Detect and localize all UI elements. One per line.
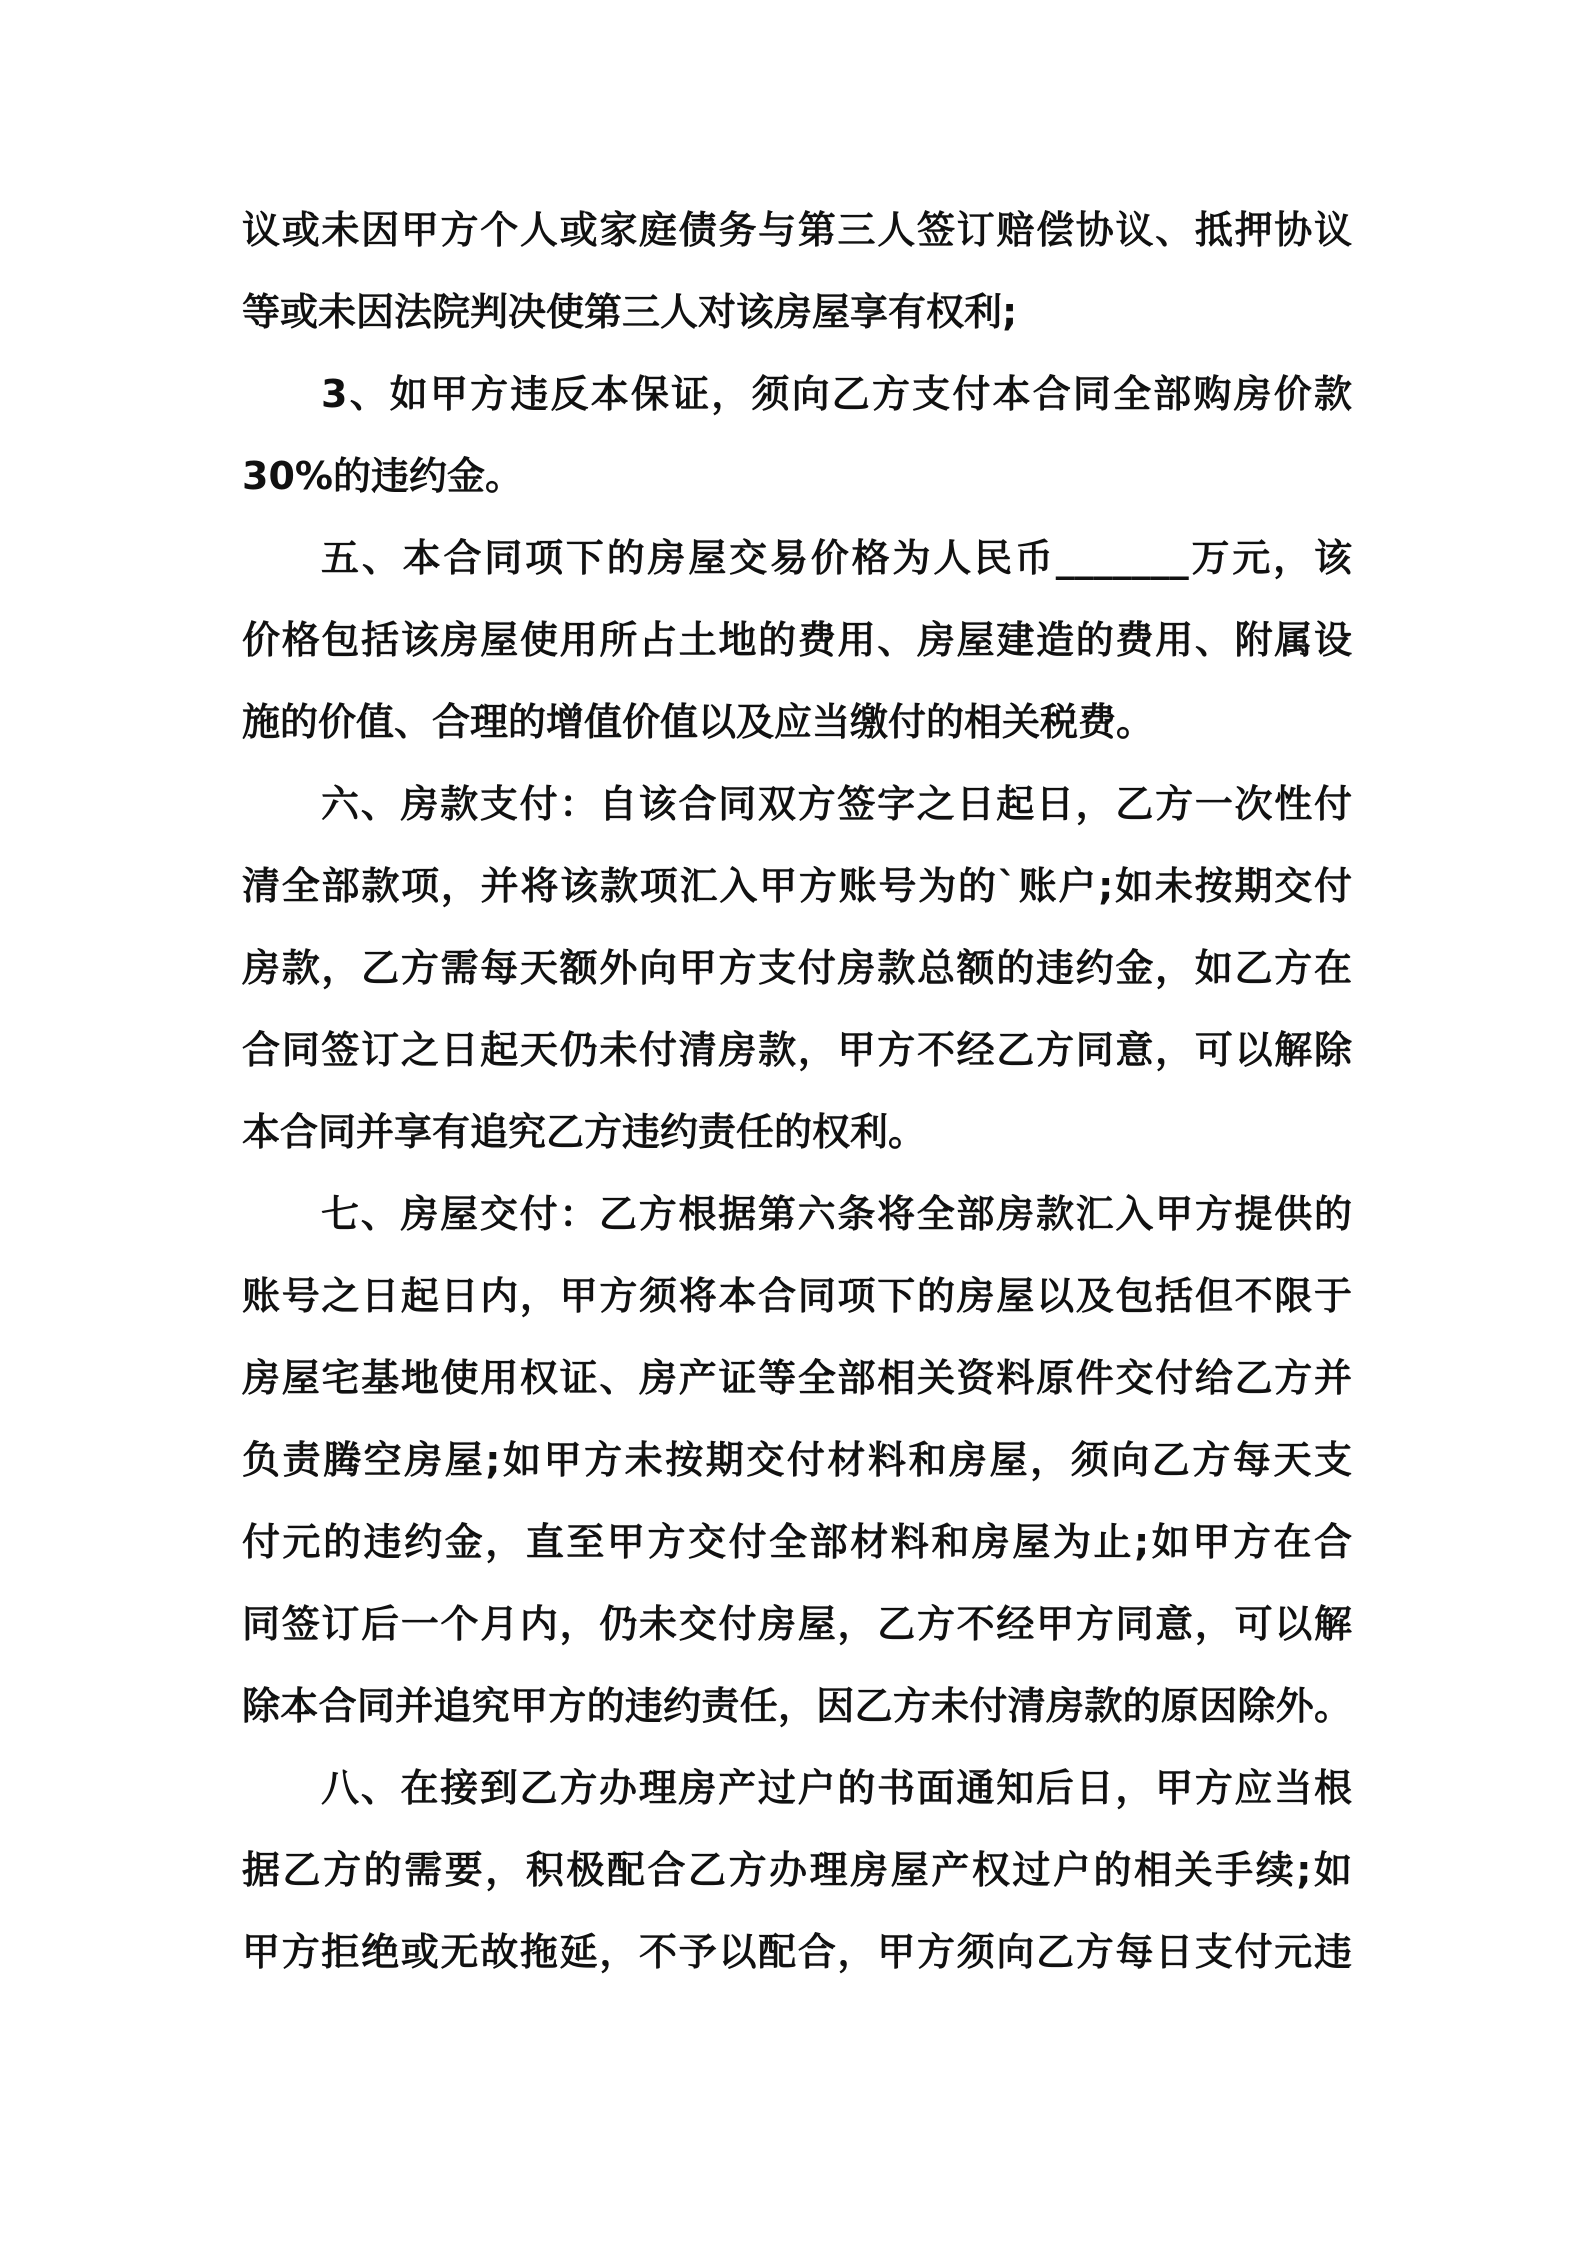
text-line-18: 同签订后一个月内，仍未交付房屋，乙方不经甲方同意，可以解 bbox=[242, 1602, 1352, 1646]
text-line-22: 甲方拒绝或无故拖延，不予以配合，甲方须向乙方每日支付元违 bbox=[242, 1930, 1352, 1974]
text-line-10: 房款，乙方需每天额外向甲方支付房款总额的违约金，如乙方在 bbox=[242, 946, 1352, 990]
text-line-13: 七、房屋交付：乙方根据第六条将全部房款汇入甲方提供的 bbox=[321, 1192, 1352, 1236]
text-line-17: 付元的违约金，直至甲方交付全部材料和房屋为止;如甲方在合 bbox=[242, 1520, 1352, 1564]
text-line-11: 合同签订之日起天仍未付清房款，甲方不经乙方同意，可以解除 bbox=[242, 1028, 1352, 1072]
text-line-3: 3、如甲方违反本保证，须向乙方支付本合同全部购房价款 bbox=[321, 372, 1352, 416]
text-line-5: 五、本合同项下的房屋交易价格为人民币_______万元，该 bbox=[321, 536, 1352, 580]
text-line-16: 负责腾空房屋;如甲方未按期交付材料和房屋，须向乙方每天支 bbox=[242, 1438, 1352, 1482]
text-line-6: 价格包括该房屋使用所占土地的费用、房屋建造的费用、附属设 bbox=[242, 618, 1352, 662]
text-line-7: 施的价值、合理的增值价值以及应当缴付的相关税费。 bbox=[242, 700, 1155, 744]
text-line-9: 清全部款项，并将该款项汇入甲方账号为的`账户;如未按期交付 bbox=[242, 864, 1352, 908]
text-line-19: 除本合同并追究甲方的违约责任，因乙方未付清房款的原因除外。 bbox=[242, 1684, 1352, 1728]
text-line-12: 本合同并享有追究乙方违约责任的权利。 bbox=[242, 1110, 927, 1154]
text-line-1: 议或未因甲方个人或家庭债务与第三人签订赔偿协议、抵押协议 bbox=[242, 208, 1352, 252]
text-line-8: 六、房款支付：自该合同双方签字之日起日，乙方一次性付 bbox=[321, 782, 1352, 826]
text-line-2: 等或未因法院判决使第三人对该房屋享有权利; bbox=[242, 290, 1018, 334]
text-line-21: 据乙方的需要，积极配合乙方办理房屋产权过户的相关手续;如 bbox=[242, 1848, 1352, 1892]
text-line-4: 30%的违约金。 bbox=[242, 454, 523, 498]
text-line-20: 八、在接到乙方办理房产过户的书面通知后日，甲方应当根 bbox=[321, 1766, 1352, 1810]
text-line-15: 房屋宅基地使用权证、房产证等全部相关资料原件交付给乙方并 bbox=[242, 1356, 1352, 1400]
text-line-14: 账号之日起日内，甲方须将本合同项下的房屋以及包括但不限于 bbox=[242, 1274, 1352, 1318]
